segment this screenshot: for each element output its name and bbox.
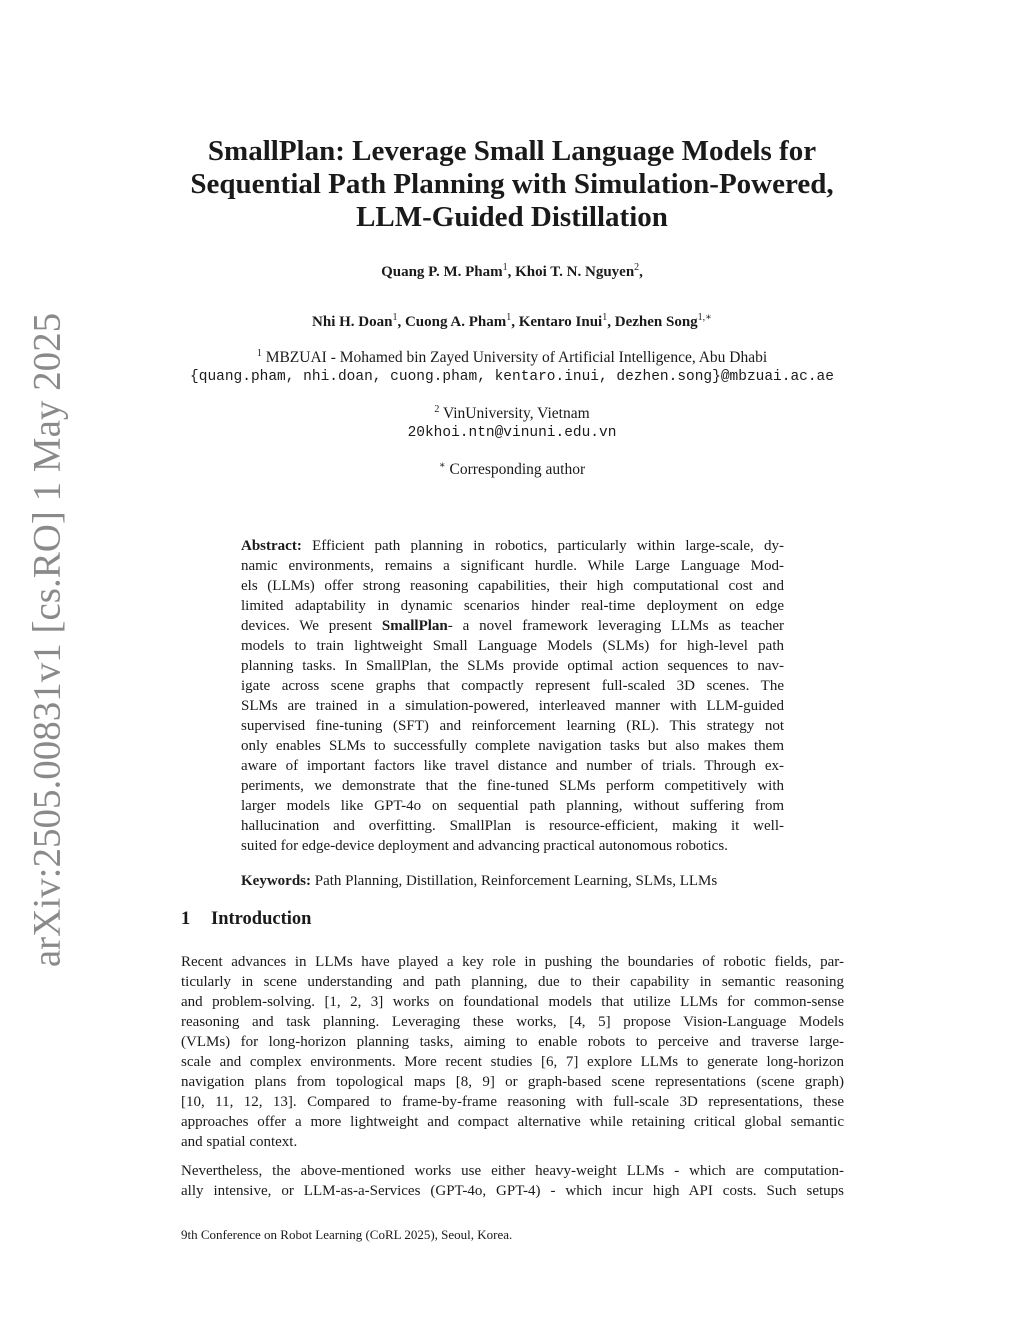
abstract-line: hallucination and overfitting. SmallPlan is resource-efficient, making it well- — [241, 818, 784, 834]
author-name: Dezhen Song — [614, 314, 698, 330]
paragraph-line: and spatial context. — [181, 1134, 298, 1150]
section-title: Introduction — [211, 909, 312, 929]
abstract-line: igate across scene graphs that compactly represent full-scaled 3D scenes. The — [241, 678, 784, 694]
author-affiliation-mark: 2 — [634, 262, 640, 273]
author-name: Khoi T. N. Nguyen — [515, 264, 635, 280]
abstract — [241, 536, 784, 856]
affiliation-2 — [140, 404, 884, 423]
abstract-label: Abstract: — [241, 538, 302, 554]
author-affiliation-mark: 1 — [392, 312, 398, 323]
affiliation-1-emails: {quang.pham, nhi.doan, cuong.pham, kentaro.inui, dezhen.song}@mbzuai.ac.ae — [190, 369, 834, 385]
abstract-line: namic environments, remains a significant hurdle. While Large Language Mod- — [241, 558, 784, 574]
paragraph-line: reasoning and task planning. Leveraging these works, [4, 5] propose Vision-Language Models — [181, 1014, 844, 1030]
abstract-line: SLMs are trained in a simulation-powered, interleaved manner with LLM-guided — [241, 698, 784, 714]
paragraph-line: scale and complex environments. More recent studies [6, 7] explore LLMs to generate long-horizon — [181, 1054, 844, 1070]
author-row-1: Quang P. M. Pham$^1$, Khoi T. N. Nguyen$^2$, — [381, 262, 643, 280]
corresponding-author-note — [140, 460, 884, 479]
abstract-line: periments, we demonstrate that the fine-tuned SLMs perform competitively with — [241, 778, 784, 794]
affiliation-mark: 2 — [434, 404, 440, 415]
title-line: Sequential Path Planning with Simulation-Powered, — [190, 168, 834, 200]
abstract-line: models to train lightweight Small Language Models (SLMs) for high-level path — [241, 638, 784, 654]
title-line: SmallPlan: Leverage Small Language Models for — [207, 135, 817, 167]
author-affiliation-mark: 1 — [502, 262, 508, 273]
abstract-line: Abstract: Efficient path planning in robotics, particularly within large-scale, dy- — [241, 538, 785, 554]
section-heading-introduction — [181, 909, 311, 930]
abstract-line: planning tasks. In SmallPlan, the SLMs provide optimal action sequences to nav- — [241, 658, 784, 674]
section-number: 1 — [181, 909, 191, 929]
intro-paragraph-1 — [181, 952, 844, 1152]
paragraph-line: navigation plans from topological maps [8, 9] or graph-based scene representations (scene graph) — [181, 1074, 844, 1090]
author-affiliation-mark: 1 — [506, 312, 512, 323]
paragraph-line: Nevertheless, the above-mentioned works use either heavy-weight LLMs - which are computation- — [181, 1163, 844, 1179]
abstract-line: larger models like GPT-4o on sequential path planning, without suffering from — [241, 798, 784, 814]
affiliation-1 — [140, 348, 884, 367]
corresponding-mark: ∗ — [438, 460, 446, 471]
abstract-line: limited adaptability in dynamic scenarios hinder real-time deployment on edge — [241, 598, 784, 614]
affiliation-text: VinUniversity, Vietnam — [442, 405, 590, 422]
keywords-text: Path Planning, Distillation, Reinforcement Learning, SLMs, LLMs — [314, 873, 718, 889]
author-name: Kentaro Inui — [518, 314, 603, 330]
author-affiliation-mark: 1,∗ — [697, 312, 712, 323]
abstract-line: supervised fine-tuning (SFT) and reinforcement learning (RL). This strategy not — [241, 718, 784, 734]
corresponding-text: Corresponding author — [449, 461, 586, 478]
paragraph-line: Recent advances in LLMs have played a key role in pushing the boundaries of robotic fields, par- — [181, 954, 844, 970]
keywords-label: Keywords: — [241, 873, 311, 889]
affiliation-text: MBZUAI - Mohamed bin Zayed University of Artificial Intelligence, Abu Dhabi — [265, 349, 768, 366]
intro-paragraph-2 — [181, 1161, 844, 1201]
author-row-2: Nhi H. Doan$^1$, Cuong A. Pham$^1$, Kentaro Inui$^1$, Dezhen Song$^{1,∗}$ — [312, 312, 712, 330]
title-line: LLM-Guided Distillation — [356, 201, 668, 233]
author-row-trailing: , — [639, 264, 643, 280]
system-name: SmallPlan — [381, 618, 448, 634]
paragraph-line: (VLMs) for long-horizon planning tasks, aiming to enable robots to perceive and traverse large- — [181, 1034, 844, 1050]
author-name: Quang P. M. Pham — [381, 264, 503, 280]
paper-title — [140, 135, 884, 234]
paragraph-line: ticularly in scene understanding and path planning, due to their capability in semantic reasoning — [181, 974, 844, 990]
paragraph-line: and problem-solving. [1, 2, 3] works on foundational models that utilize LLMs for common-sense — [181, 994, 844, 1010]
abstract-line: only enables SLMs to successfully complete navigation tasks but also makes them — [241, 738, 784, 754]
affiliation-2-email: 20khoi.ntn@vinuni.edu.vn — [407, 425, 617, 441]
author-affiliation-mark: 1 — [602, 312, 608, 323]
abstract-line: aware of important factors like travel distance and number of trials. Through ex- — [241, 758, 784, 774]
paragraph-line: approaches offer a more lightweight and compact alternative while retaining critical global semantic — [181, 1114, 844, 1130]
abstract-line: els (LLMs) offer strong reasoning capabilities, their high computational cost and — [241, 578, 784, 594]
author-name: Cuong A. Pham — [404, 314, 507, 330]
paragraph-line: ally intensive, or LLM-as-a-Services (GPT-4o, GPT-4) - which incur high API costs. Such setups — [181, 1183, 844, 1199]
author-name: Nhi H. Doan — [312, 314, 393, 330]
arxiv-identifier-stamp: arXiv:2505.00831v1 [cs.RO] 1 May 2025 — [25, 312, 69, 968]
abstract-line: devices. We present SmallPlan- a novel framework leveraging LLMs as teacher — [241, 618, 784, 634]
conference-footnote: 9th Conference on Robot Learning (CoRL 2025), Seoul, Korea. — [181, 1227, 513, 1242]
paragraph-line: [10, 11, 12, 13]. Compared to frame-by-frame reasoning with full-scale 3D representations, these — [181, 1094, 844, 1110]
abstract-line: suited for edge-device deployment and advancing practical autonomous robotics. — [241, 838, 728, 854]
affiliation-mark: 1 — [256, 348, 262, 359]
keywords — [241, 873, 717, 890]
